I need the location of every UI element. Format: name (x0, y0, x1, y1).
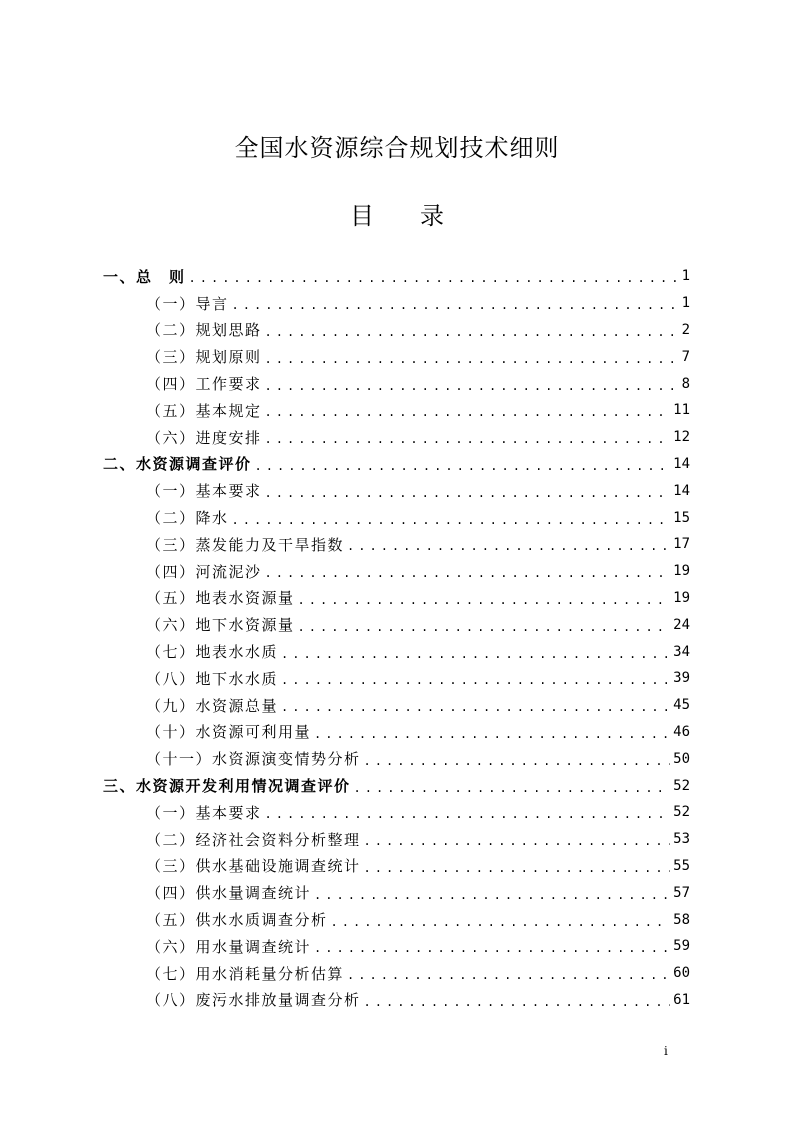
toc-entry-label (146, 507, 229, 528)
toc-page-number: 53 (673, 831, 690, 848)
toc-entry-label (146, 695, 278, 716)
toc-dot-leader (265, 433, 671, 445)
document-title: 全国水资源综合规划技术细则 (234, 134, 560, 162)
toc-entry-label (146, 936, 311, 957)
toc-entry-label (146, 427, 262, 448)
toc-dot-leader (232, 299, 679, 311)
toc-entry-label (146, 909, 328, 930)
toc-page-number: 59 (673, 938, 690, 955)
toc-entry-text: （三）规划原则 (146, 348, 262, 367)
toc-page-number: 24 (673, 616, 690, 633)
toc-section-entry[interactable] (103, 933, 690, 960)
toc-dot-leader (364, 835, 671, 847)
toc-entry-text: （四）工作要求 (146, 375, 262, 394)
toc-chapter-entry[interactable] (103, 451, 690, 478)
toc-heading-char-1: 目 (350, 202, 374, 230)
toc-entry-label (146, 319, 262, 340)
toc-entry-label (146, 587, 295, 608)
toc-dot-leader (364, 862, 671, 874)
toc-dot-leader (265, 406, 671, 418)
toc-entry-label (146, 293, 229, 314)
toc-entry-text: （十一）水资源演变情势分析 (146, 750, 361, 769)
toc-entry-label (146, 641, 278, 662)
toc-section-entry[interactable] (103, 638, 690, 665)
toc-section-entry[interactable] (103, 987, 690, 1014)
toc-entry-text: 水资源开发利用情况调查评价 (136, 777, 351, 796)
toc-entry-label (146, 829, 361, 850)
toc-section-entry[interactable] (103, 397, 690, 424)
toc-page-number: 19 (673, 589, 690, 606)
toc-entry-text: 水资源调查评价 (136, 455, 252, 474)
toc-dot-leader (255, 460, 671, 472)
toc-chapter-number: 二、 (103, 455, 137, 474)
toc-page-number: 12 (673, 429, 690, 446)
toc-dot-leader (314, 942, 670, 954)
toc-dot-leader (347, 969, 670, 981)
toc-section-entry[interactable] (103, 558, 690, 585)
toc-entry-label (146, 400, 262, 421)
toc-dot-leader (364, 996, 671, 1008)
toc-page-number: 7 (681, 348, 690, 365)
toc-entry-label (103, 775, 351, 796)
toc-dot-leader (189, 272, 679, 284)
toc-entry-text: （一）基本要求 (146, 803, 262, 822)
toc-section-entry[interactable] (103, 745, 690, 772)
toc-entry-text: （一）基本要求 (146, 482, 262, 501)
toc-entry-text: （五）地表水资源量 (146, 589, 295, 608)
toc-dot-leader (364, 755, 671, 767)
toc-page-number: 45 (673, 697, 690, 714)
toc-section-entry[interactable] (103, 692, 690, 719)
toc-page-number: 11 (673, 402, 690, 419)
toc-entry-text: （一）导言 (146, 294, 229, 313)
toc-entry-label (103, 453, 252, 474)
toc-entry-label (146, 802, 262, 823)
toc-dot-leader (298, 594, 671, 606)
toc-entry-text: （九）水资源总量 (146, 696, 279, 715)
toc-page-number: 50 (673, 750, 690, 767)
toc-entry-label (103, 266, 186, 287)
toc-page-number: 2 (681, 321, 690, 338)
toc-entry-label (146, 373, 262, 394)
toc-entry-text: （六）用水量调查统计 (146, 937, 312, 956)
toc-dot-leader (281, 674, 670, 686)
toc-heading (0, 196, 794, 231)
toc-section-entry[interactable] (103, 585, 690, 612)
toc-dot-leader (347, 540, 670, 552)
toc-dot-leader (265, 567, 671, 579)
toc-entry-label (146, 855, 361, 876)
toc-section-entry[interactable] (103, 290, 690, 317)
toc-entry-text: （三）蒸发能力及干旱指数 (146, 535, 345, 554)
toc-dot-leader (331, 916, 671, 928)
toc-section-entry[interactable] (103, 424, 690, 451)
toc-entry-text: （七）地表水水质 (146, 643, 279, 662)
toc-entry-label (146, 346, 262, 367)
toc-entry-text: （四）河流泥沙 (146, 562, 262, 581)
toc-entry-text: （二）经济社会资料分析整理 (146, 830, 361, 849)
toc-chapter-entry[interactable] (103, 263, 690, 290)
toc-dot-leader (298, 621, 671, 633)
toc-page-number: 15 (673, 509, 690, 526)
toc-page-number: 14 (673, 455, 690, 472)
toc-section-entry[interactable] (103, 317, 690, 344)
toc-page-number: 46 (673, 723, 690, 740)
toc-chapter-number: 三、 (103, 777, 137, 796)
toc-section-entry[interactable] (103, 611, 690, 638)
toc-section-entry[interactable] (103, 665, 690, 692)
toc-entry-text: （八）地下水水质 (146, 669, 279, 688)
toc-dot-leader (265, 808, 671, 820)
toc-entry-text: （六）进度安排 (146, 428, 262, 447)
toc-entry-text: （四）供水量调查统计 (146, 884, 312, 903)
toc-entry-text: （二）降水 (146, 509, 229, 528)
toc-entry-text: （八）废污水排放量调查分析 (146, 991, 361, 1010)
toc-dot-leader (354, 782, 671, 794)
toc-heading-char-2: 录 (420, 202, 444, 230)
toc-page-number: 14 (673, 482, 690, 499)
toc-entry-text: （十）水资源可利用量 (146, 723, 312, 742)
toc-page-number: 19 (673, 563, 690, 580)
toc-section-entry[interactable] (103, 826, 690, 853)
toc-page-number: 39 (673, 670, 690, 687)
toc-dot-leader (265, 326, 679, 338)
toc-dot-leader (265, 353, 679, 365)
toc-dot-leader (314, 889, 670, 901)
page-number: i (664, 1044, 668, 1058)
toc-dot-leader (314, 728, 670, 740)
toc-entry-label (146, 989, 361, 1010)
toc-section-entry[interactable] (103, 719, 690, 746)
toc-section-entry[interactable] (103, 477, 690, 504)
toc-dot-leader (232, 514, 671, 526)
toc-entry-text: （二）规划思路 (146, 321, 262, 340)
toc-dot-leader (281, 648, 670, 660)
toc-section-entry[interactable] (103, 960, 690, 987)
toc-page-number: 17 (673, 536, 690, 553)
toc-entry-label (146, 882, 311, 903)
toc-chapter-number: 一、 (103, 267, 137, 286)
toc-section-entry[interactable] (103, 343, 690, 370)
toc-page-number: 34 (673, 643, 690, 660)
toc-page-number: 57 (673, 884, 690, 901)
toc-dot-leader (265, 487, 671, 499)
toc-entry-label (146, 534, 344, 555)
toc-section-entry[interactable] (103, 879, 690, 906)
toc-entry-text: （五）基本规定 (146, 401, 262, 420)
toc-entry-label (146, 561, 262, 582)
toc-page-number: 52 (673, 777, 690, 794)
toc-entry-text: 总 则 (136, 267, 186, 286)
toc-page-number: 52 (673, 804, 690, 821)
toc-entry-label (146, 748, 361, 769)
toc-section-entry[interactable] (103, 906, 690, 933)
table-of-contents (103, 263, 690, 1013)
toc-section-entry[interactable] (103, 799, 690, 826)
toc-entry-text: （五）供水水质调查分析 (146, 911, 328, 930)
toc-dot-leader (281, 701, 670, 713)
toc-entry-text: （六）地下水资源量 (146, 616, 295, 635)
toc-section-entry[interactable] (103, 853, 690, 880)
toc-section-entry[interactable] (103, 531, 690, 558)
toc-entry-label (146, 721, 311, 742)
toc-dot-leader (265, 380, 679, 392)
toc-entry-label (146, 668, 278, 689)
toc-page-number: 60 (673, 965, 690, 982)
toc-page-number: 1 (681, 295, 690, 312)
toc-entry-text: （七）用水消耗量分析估算 (146, 964, 345, 983)
toc-page-number: 8 (681, 375, 690, 392)
toc-chapter-entry[interactable] (103, 772, 690, 799)
toc-entry-label (146, 614, 295, 635)
toc-page-number: 61 (673, 991, 690, 1008)
toc-section-entry[interactable] (103, 504, 690, 531)
toc-entry-label (146, 480, 262, 501)
toc-entry-label (146, 963, 344, 984)
toc-entry-text: （三）供水基础设施调查统计 (146, 857, 361, 876)
toc-section-entry[interactable] (103, 370, 690, 397)
toc-page-number: 58 (673, 911, 690, 928)
toc-page-number: 55 (673, 857, 690, 874)
toc-page-number: 1 (681, 268, 690, 285)
